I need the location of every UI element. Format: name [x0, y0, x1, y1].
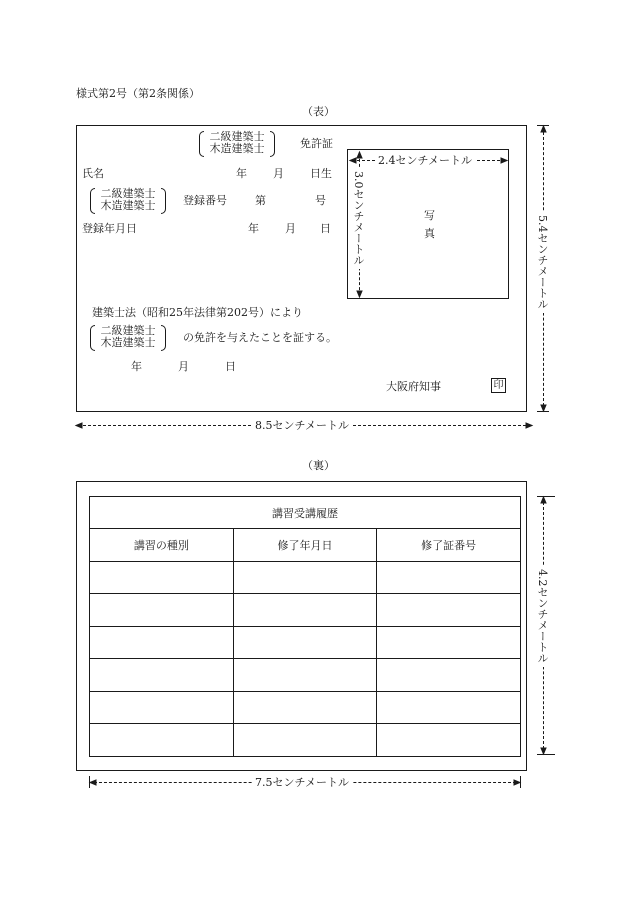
- reg-year: 年: [248, 222, 259, 235]
- photo-width-label: 2.4センチメートル: [375, 155, 475, 166]
- arrow-left: [350, 158, 356, 163]
- license-type-2: 木造建築士: [100, 199, 156, 212]
- column-header: 修了証番号: [377, 529, 521, 562]
- arrow-up: [541, 497, 546, 503]
- photo-label-2: 真: [424, 227, 435, 240]
- license-title: 免許証: [300, 137, 333, 150]
- reg-date-label: 登録年月日: [82, 222, 137, 235]
- birth-day: 日生: [310, 167, 332, 180]
- table-height-label: 4.2センチメートル: [537, 566, 548, 667]
- reg-go: 号: [315, 194, 326, 207]
- license-type-2: 木造建築士: [100, 336, 156, 349]
- front-heading: （表）: [302, 105, 335, 118]
- back-heading: （裏）: [302, 459, 335, 472]
- license-type-2: 木造建築士: [209, 142, 265, 155]
- reg-day: 日: [320, 222, 331, 235]
- photo-label-1: 写: [424, 209, 435, 222]
- column-header: 修了年月日: [233, 529, 377, 562]
- table-title: 講習受講履歴: [90, 497, 521, 529]
- arrow-right: [514, 780, 520, 785]
- license-type-1: 二級建築士: [100, 187, 156, 200]
- arrow-up: [357, 152, 362, 158]
- photo-height-label: 3.0センチメートル: [353, 168, 364, 269]
- issue-year: 年: [131, 360, 142, 373]
- issuer: 大阪府知事: [386, 380, 441, 393]
- card-height-label: 5.4センチメートル: [537, 212, 548, 313]
- table-width-label: 7.5センチメートル: [252, 777, 352, 788]
- arrow-right: [526, 423, 532, 428]
- birth-year: 年: [236, 167, 247, 180]
- arrow-down: [541, 748, 546, 754]
- arrow-right: [501, 158, 507, 163]
- issue-day: 日: [225, 360, 236, 373]
- license-type-1: 二級建築士: [209, 130, 265, 143]
- certify-text: の免許を与えたことを証する。: [183, 331, 337, 344]
- form-label: 様式第2号（第2条関係）: [76, 87, 200, 100]
- reg-month: 月: [285, 222, 296, 235]
- arrow-left: [90, 780, 96, 785]
- birth-month: 月: [273, 167, 284, 180]
- arrow-down: [541, 405, 546, 411]
- arrow-down: [357, 291, 362, 297]
- reg-number-label: 登録番号: [183, 194, 227, 207]
- name-label: 氏名: [82, 167, 104, 180]
- arrow-up: [541, 126, 546, 132]
- reg-dai: 第: [255, 194, 266, 207]
- law-text: 建築士法（昭和25年法律第202号）により: [92, 306, 303, 319]
- card-width-label: 8.5センチメートル: [252, 420, 352, 431]
- issue-month: 月: [178, 360, 189, 373]
- arrow-left: [76, 423, 82, 428]
- column-header: 講習の種別: [90, 529, 234, 562]
- seal-mark: 印: [491, 378, 506, 393]
- license-type-1: 二級建築士: [100, 324, 156, 337]
